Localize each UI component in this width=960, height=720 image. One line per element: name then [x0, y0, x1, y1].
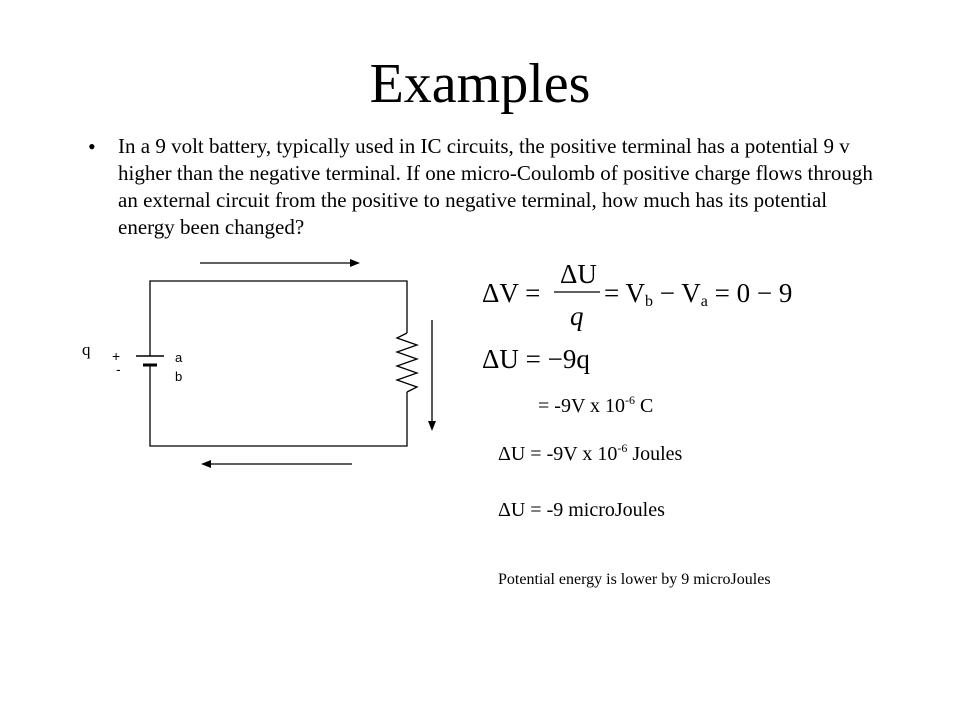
exponent: -6 [617, 441, 628, 455]
eq1-rhs: = Vb − Va = 0 − 9 [604, 278, 793, 310]
terminal-b-label: b [175, 369, 183, 384]
result-coulomb-line: = -9V x $10^{-6}$ C [538, 393, 654, 417]
conclusion-text: Potential energy is lower by 9 microJoules [498, 571, 771, 588]
circuit-wires [150, 281, 407, 446]
arrowhead-bottom [201, 460, 211, 468]
arrowhead-right [428, 421, 436, 431]
eq1-numerator: ΔU [560, 259, 597, 289]
resistor-symbol [397, 333, 417, 392]
eq1-denominator: q [570, 301, 584, 331]
charge-label: q [82, 340, 91, 359]
exponent: -6 [625, 393, 636, 407]
battery-symbol [136, 344, 164, 375]
result-joules-line: ΔU = -9V x $10^{-6}$ Joules [498, 441, 683, 465]
energy-equations [478, 255, 818, 375]
terminal-a-label: a [175, 350, 183, 365]
eq2: ΔU = −9q [482, 344, 590, 374]
result-microjoules-line: ΔU = -9 microJoules [498, 499, 665, 521]
problem-statement: In a 9 volt battery, typically used in IC circuits, the positive terminal has a potential 9 v higher than the negative terminal. If one micro-Coulomb of positive charge flows through an external circuit from the positive to negative terminal, how much has its potential energy been changed? [118, 134, 873, 239]
arrowhead-top [350, 259, 360, 267]
battery-minus-label: - [116, 361, 121, 377]
eq1-lhs: ΔV = [482, 278, 541, 308]
battery-plus-label: + [112, 348, 121, 364]
slide-title: Examples [369, 53, 591, 115]
bullet-marker: • [88, 134, 96, 159]
circuit-diagram [100, 250, 450, 475]
